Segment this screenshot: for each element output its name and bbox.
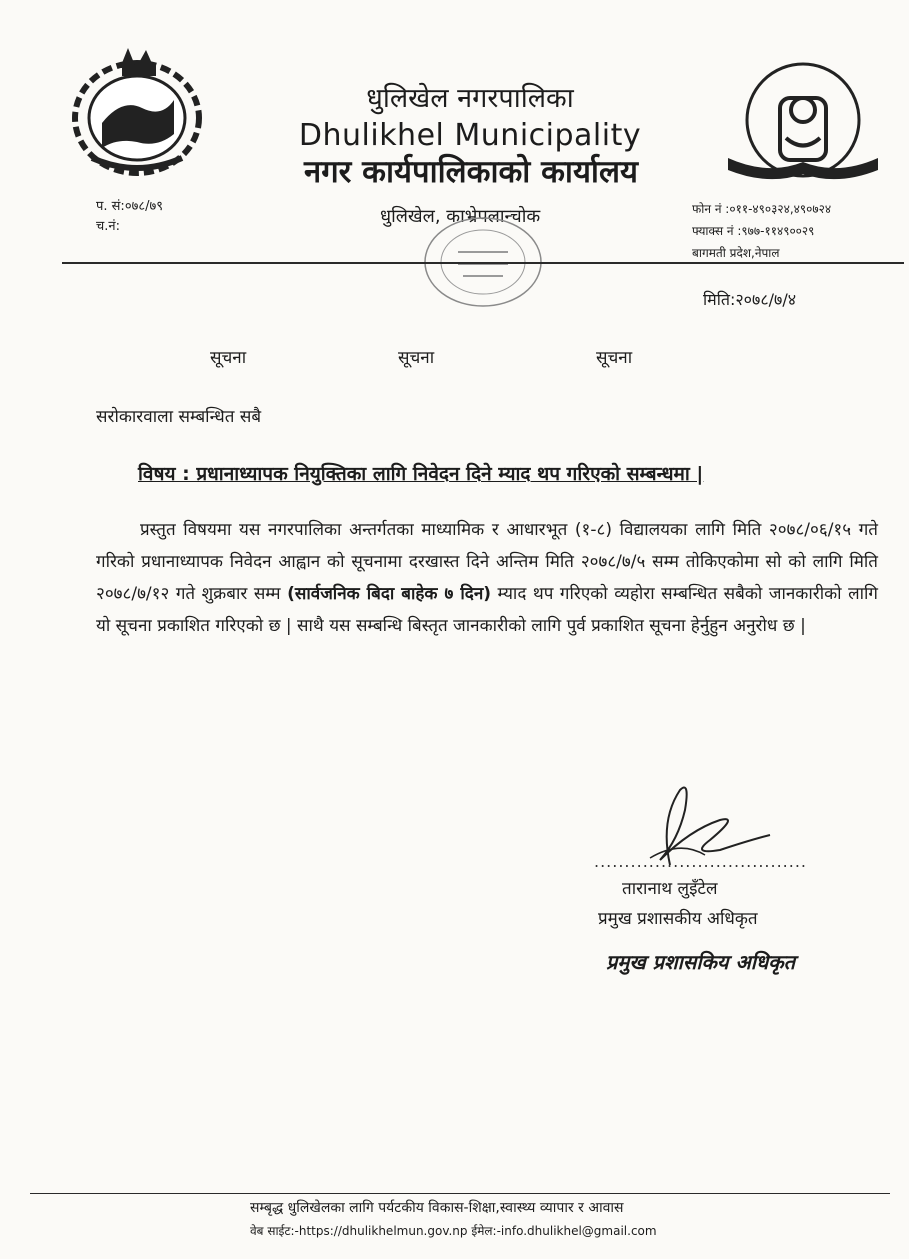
notice-heading: सूचना: [210, 348, 247, 368]
nepal-emblem-icon: [62, 38, 212, 188]
notice-heading: सूचना: [398, 348, 435, 368]
footer-slogan: सम्बृद्ध धुलिखेलका लागि पर्यटकीय विकास-शिक्षा,स्वास्थ्य व्यापार र आवास: [250, 1200, 624, 1216]
reference-value: ०७८/७९: [124, 199, 164, 214]
body-text-part2: म्याद थप गरिएको व्यहोरा सम्बन्धित सबैको जानकारीको लागि यो सूचना प्रकाशित गरिएको छ | साथै यस सम्बन्धि बिस्तृत जानकारीको लागि पुर्व प्रकाशित सूचना हेर्नुहुन अनुरोध छ |: [96, 584, 878, 636]
footer-divider: [30, 1193, 890, 1194]
header-divider: [62, 262, 904, 264]
signatory-name: तारानाथ लुइँटेल: [622, 879, 718, 899]
notice-heading: सूचना: [596, 348, 633, 368]
body-text-bold: (सार्वजनिक बिदा बाहेक ७ दिन): [287, 584, 492, 604]
body-paragraph: [96, 514, 878, 642]
dispatch-number: [96, 216, 120, 234]
signatory-title: प्रमुख प्रशासकीय अधिकृत: [598, 909, 758, 929]
office-name: नगर कार्यपालिकाको कार्यालय: [304, 154, 638, 190]
body-text-part1: प्रस्तुत विषयमा यस नगरपालिका अन्तर्गतका माध्यामिक र आधारभूत (१-८) विद्यालयका लागि मिति २०७८/०६/१५ गते गरिको प्रधानाध्यापक निवेदन आह्वान को सूचनामा दरखास्त दिने अन्तिम मिति २०७८/७/५ सम्म तोकिएकोमा सो को लागि मिति २०७८/७/१२ गते शुक्रबार सम्म: [96, 520, 878, 604]
municipality-name-english: Dhulikhel Municipality: [298, 118, 642, 153]
office-address: धुलिखेल, काभ्रेपलान्चोक: [380, 206, 541, 227]
municipality-emblem-icon: [728, 58, 878, 188]
contact-fax: फ्याक्स नं :९७७-११४९००२९: [692, 224, 815, 238]
letter-body: [96, 514, 878, 642]
signature-line: ...................................: [594, 852, 808, 871]
dispatch-label: च.नं:: [96, 219, 120, 234]
municipality-name-nepali: धुलिखेल नगरपालिका: [366, 83, 574, 114]
footer-web-email: वेब साईट:-https://dhulikhelmun.gov.np ईमेल:-info.dhulikhel@gmail.com: [250, 1224, 657, 1238]
reference-label: प. सं:: [96, 199, 125, 214]
addressee: सरोकारवाला सम्बन्धित सबै: [96, 407, 262, 427]
reference-number: [96, 196, 163, 214]
signatory-stamp: प्रमुख प्रशासकिय अधिकृत: [606, 950, 795, 974]
letter-date: मिति:२०७८/७/४: [703, 290, 797, 309]
contact-province: बागमती प्रदेश,नेपाल: [692, 246, 780, 260]
letter-subject: विषय : प्रधानाध्यापक नियुक्तिका लागि निवेदन दिने म्याद थप गरिएको सम्बन्धमा |: [138, 463, 704, 485]
contact-phone: फोन नं :०११-४९०३२४,४९०७२४: [692, 202, 832, 216]
